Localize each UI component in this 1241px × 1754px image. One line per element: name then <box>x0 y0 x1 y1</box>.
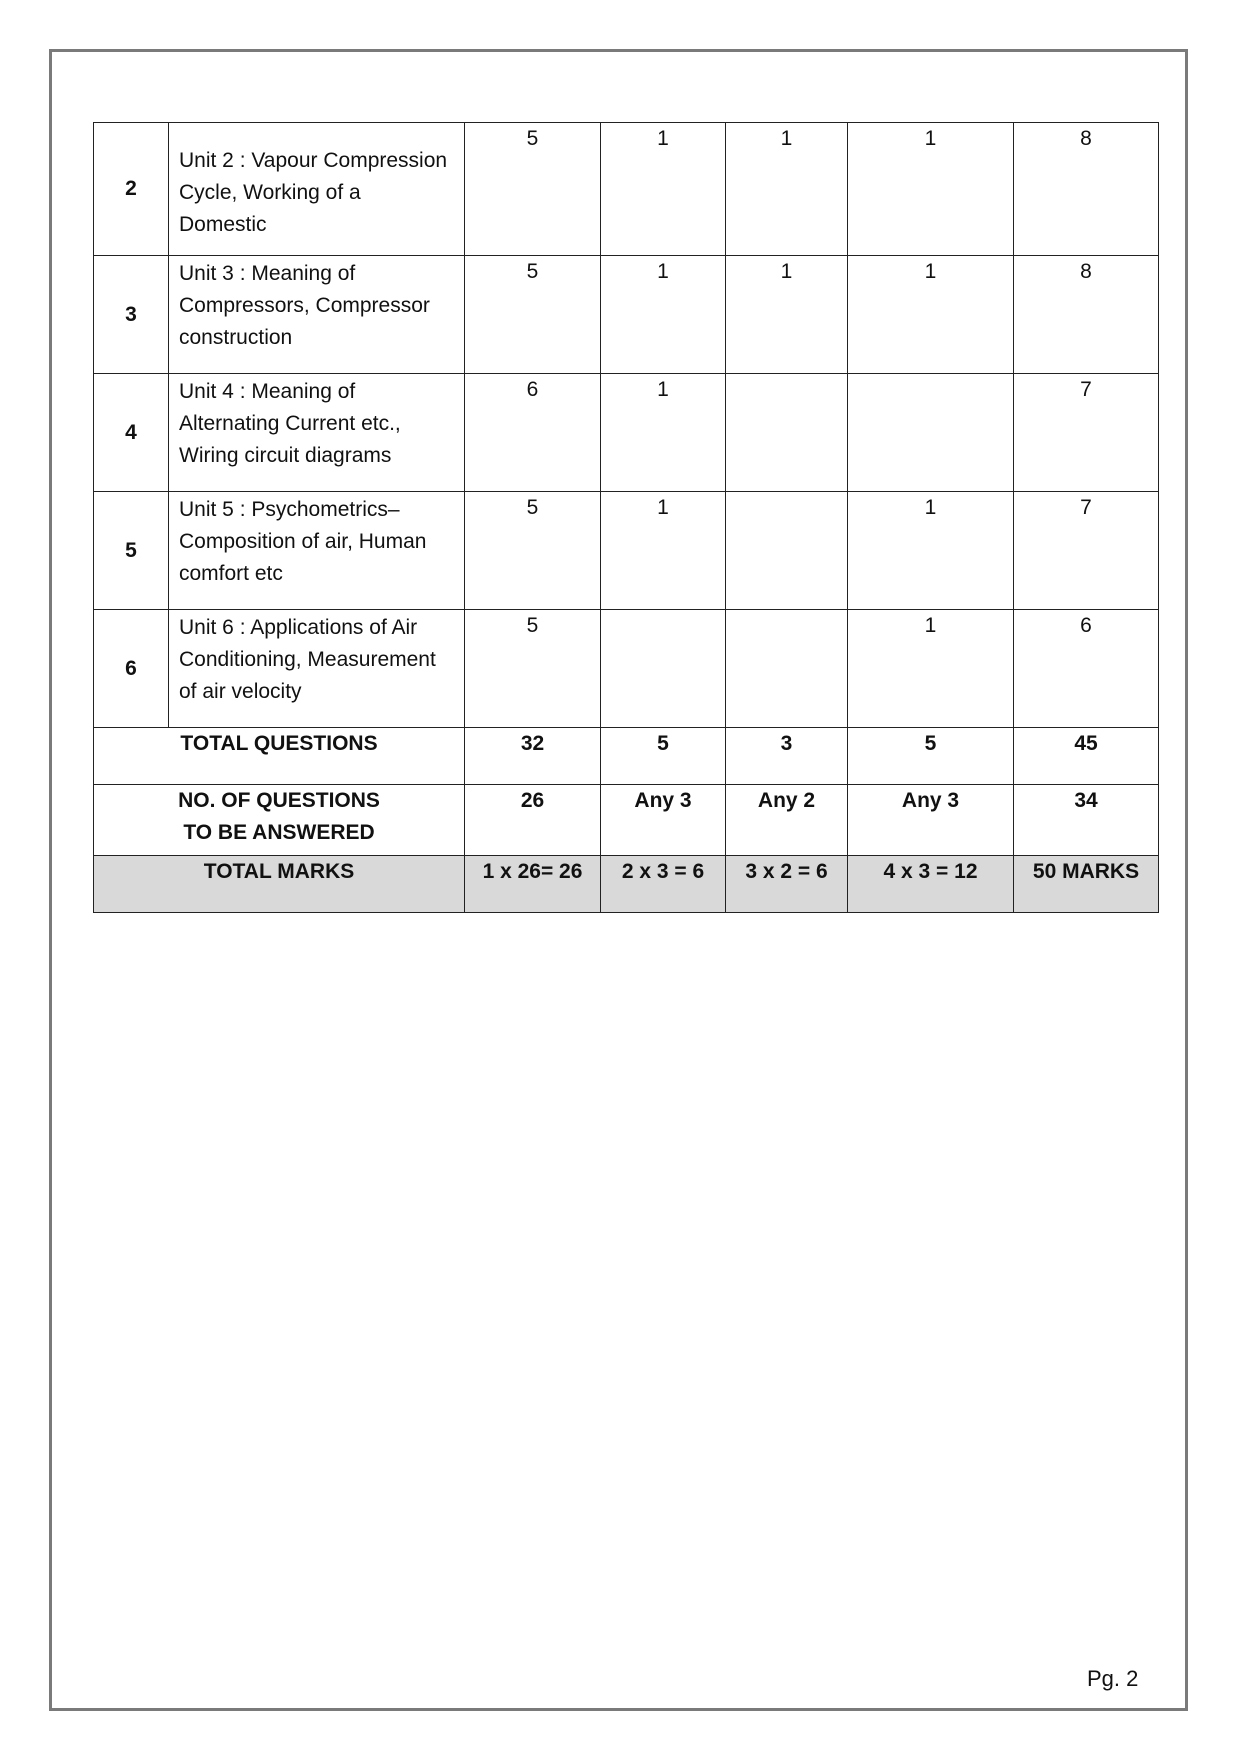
count-cell: 1 <box>726 256 848 374</box>
summary-cell: 45 <box>1014 728 1159 785</box>
row-total-cell: 6 <box>1014 610 1159 728</box>
total-marks-label: TOTAL MARKS <box>94 856 465 913</box>
count-cell <box>726 492 848 610</box>
unit-name-line: of air velocity <box>179 680 302 703</box>
summary-cell: Any 2 <box>726 785 848 856</box>
unit-name-line: Unit 5 : Psychometrics– <box>179 498 400 521</box>
unit-name <box>169 123 465 256</box>
unit-name <box>169 492 465 610</box>
page-number: Pg. 2 <box>1087 1666 1139 1691</box>
unit-name <box>169 610 465 728</box>
table-row <box>94 492 1159 610</box>
count-cell: 1 <box>848 123 1014 256</box>
count-cell: 6 <box>465 374 601 492</box>
total-questions-row <box>94 728 1159 785</box>
count-cell: 5 <box>465 256 601 374</box>
unit-name-line: construction <box>179 326 293 349</box>
count-cell: 1 <box>726 123 848 256</box>
summary-cell: 26 <box>465 785 601 856</box>
total-marks-row <box>94 856 1159 913</box>
count-cell <box>726 374 848 492</box>
unit-name-line: Unit 4 : Meaning of <box>179 380 356 403</box>
unit-name-line: Alternating Current etc., <box>179 412 401 435</box>
summary-cell: 3 <box>726 728 848 785</box>
row-total-cell: 7 <box>1014 374 1159 492</box>
question-blueprint-table <box>93 122 1159 913</box>
count-cell <box>848 374 1014 492</box>
unit-name-line: Unit 6 : Applications of Air <box>179 616 418 639</box>
summary-cell: 34 <box>1014 785 1159 856</box>
count-cell <box>601 610 726 728</box>
unit-number: 4 <box>94 374 169 492</box>
count-cell: 1 <box>601 256 726 374</box>
total-questions-label: TOTAL QUESTIONS <box>94 728 465 785</box>
summary-cell: 32 <box>465 728 601 785</box>
label-line: TO BE ANSWERED <box>183 821 375 844</box>
unit-name-line: Cycle, Working of a Domestic <box>179 181 361 236</box>
unit-name-line: Conditioning, Measurement <box>179 648 436 671</box>
table-row <box>94 256 1159 374</box>
unit-number: 5 <box>94 492 169 610</box>
summary-cell: 3 x 2 = 6 <box>726 856 848 913</box>
summary-cell: 2 x 3 = 6 <box>601 856 726 913</box>
row-total-cell: 7 <box>1014 492 1159 610</box>
label-line: NO. OF QUESTIONS <box>178 789 380 812</box>
table-row <box>94 610 1159 728</box>
count-cell: 1 <box>848 492 1014 610</box>
unit-name-line: Unit 2 : Vapour Compression <box>179 149 448 172</box>
count-cell: 1 <box>601 492 726 610</box>
unit-number: 3 <box>94 256 169 374</box>
unit-name <box>169 256 465 374</box>
count-cell <box>726 610 848 728</box>
table-row <box>94 374 1159 492</box>
summary-cell: 50 MARKS <box>1014 856 1159 913</box>
unit-number: 2 <box>94 123 169 256</box>
count-cell: 1 <box>601 123 726 256</box>
count-cell: 5 <box>465 492 601 610</box>
count-cell: 1 <box>848 610 1014 728</box>
summary-cell: 5 <box>848 728 1014 785</box>
row-total-cell: 8 <box>1014 256 1159 374</box>
summary-cell: Any 3 <box>848 785 1014 856</box>
unit-name-line: Compressors, Compressor <box>179 294 430 317</box>
unit-name-line: comfort etc <box>179 562 283 585</box>
row-total-cell: 8 <box>1014 123 1159 256</box>
count-cell: 5 <box>465 123 601 256</box>
to-be-answered-row <box>94 785 1159 856</box>
count-cell: 5 <box>465 610 601 728</box>
unit-name-line: Composition of air, Human <box>179 530 427 553</box>
to-be-answered-label <box>94 785 465 856</box>
count-cell: 1 <box>601 374 726 492</box>
summary-cell: 4 x 3 = 12 <box>848 856 1014 913</box>
unit-name <box>169 374 465 492</box>
table-row <box>94 123 1159 256</box>
summary-cell: Any 3 <box>601 785 726 856</box>
summary-cell: 1 x 26= 26 <box>465 856 601 913</box>
unit-name-line: Wiring circuit diagrams <box>179 444 392 467</box>
unit-number: 6 <box>94 610 169 728</box>
count-cell: 1 <box>848 256 1014 374</box>
summary-cell: 5 <box>601 728 726 785</box>
unit-name-line: Unit 3 : Meaning of <box>179 262 356 285</box>
